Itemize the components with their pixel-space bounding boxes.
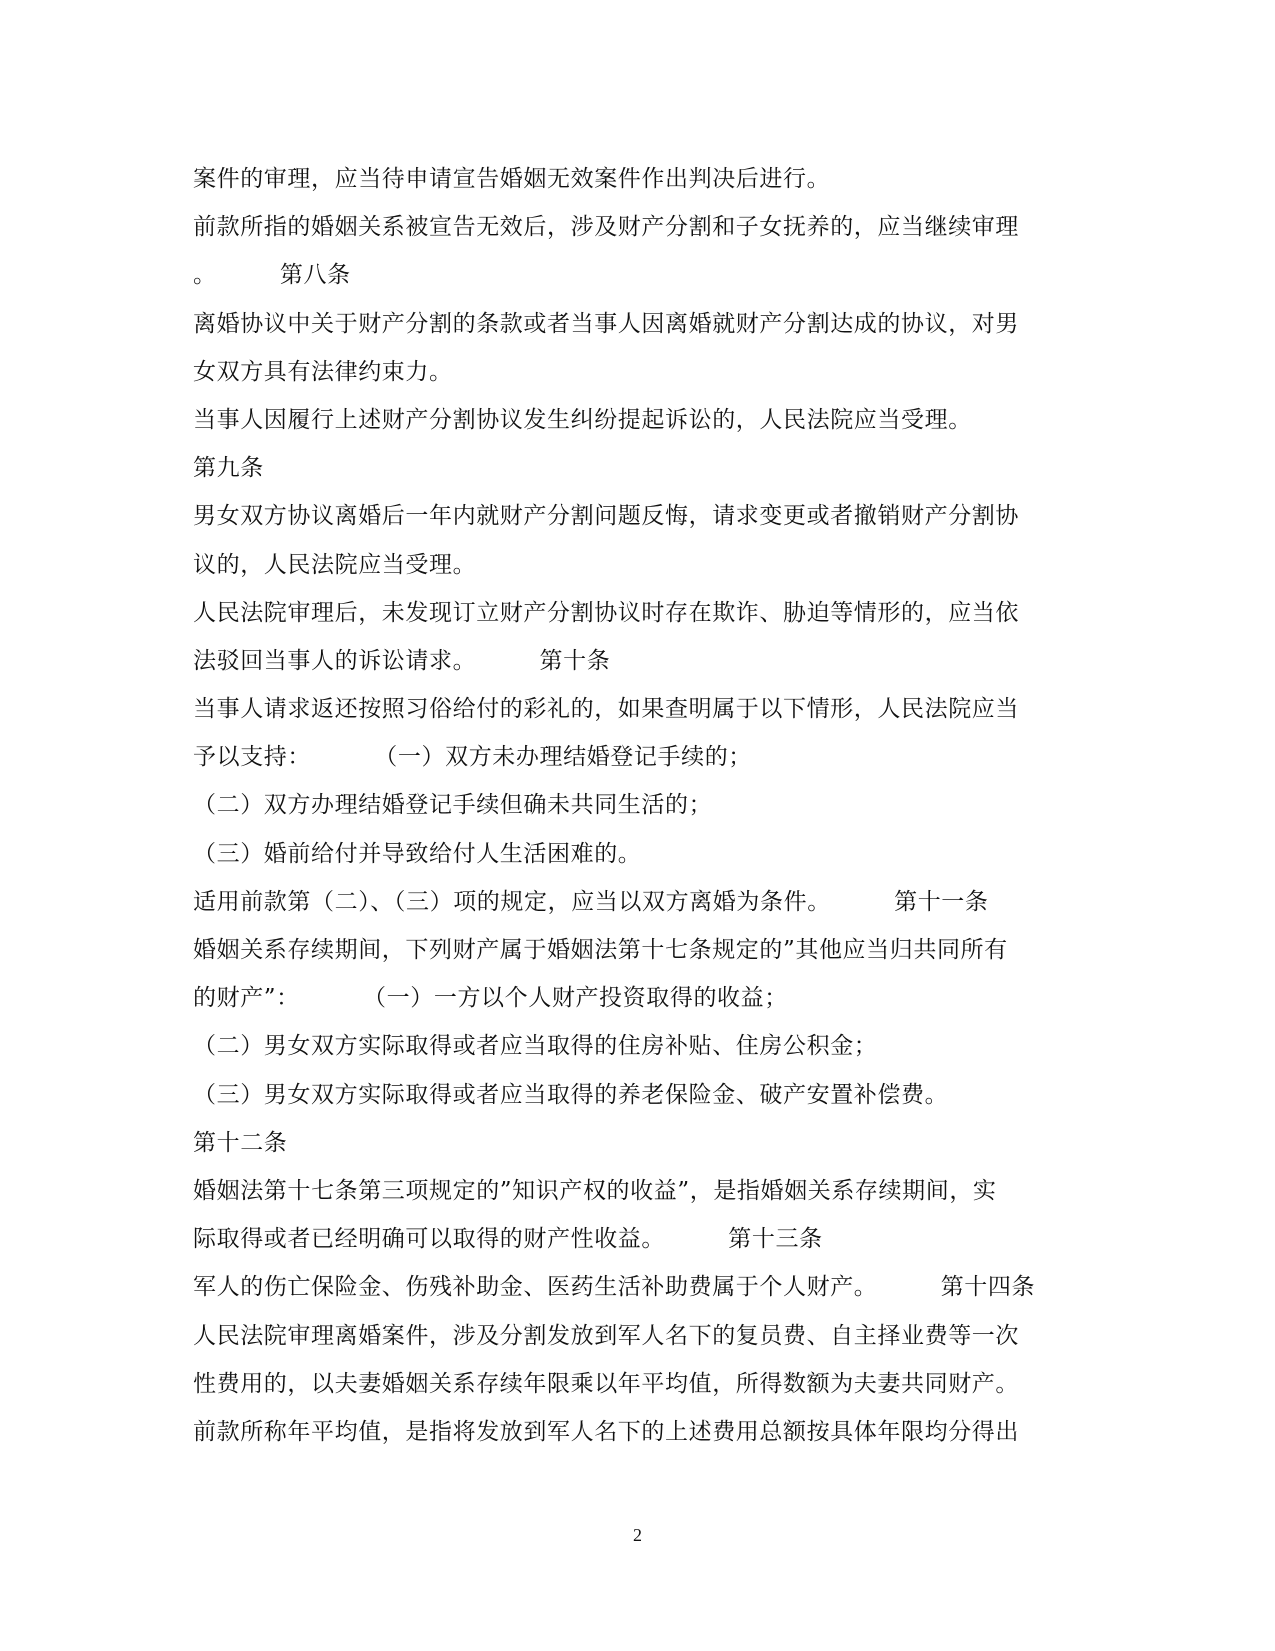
text-line: 性费用的，以夫妻婚姻关系存续年限乘以年平均值，所得数额为夫妻共同财产。 xyxy=(193,1370,1019,1397)
page-number: 2 xyxy=(633,1525,642,1545)
text-line: （三）婚前给付并导致给付人生活困难的。 xyxy=(193,840,642,867)
text-line: 第十二条 xyxy=(193,1129,288,1156)
text-line: 离婚协议中关于财产分割的条款或者当事人因离婚就财产分割达成的协议，对男 xyxy=(193,310,1019,337)
body-text xyxy=(193,155,1083,1456)
text-line: 案件的审理，应当待申请宣告婚姻无效案件作出判决后进行。 xyxy=(193,166,831,192)
text-line: 前款所称年平均值，是指将发放到军人名下的上述费用总额按具体年限均分得出 xyxy=(193,1418,1019,1445)
text-line: 。 第八条 xyxy=(193,262,351,289)
text-line: 当事人因履行上述财产分割协议发生纠纷提起诉讼的，人民法院应当受理。 xyxy=(193,406,972,433)
text-line: 第九条 xyxy=(193,455,264,482)
text-line: 予以支持： （一）双方未办理结婚登记手续的； xyxy=(193,744,752,771)
text-line: 际取得或者已经明确可以取得的财产性收益。 第十三条 xyxy=(193,1226,823,1253)
text-line: 适用前款第（二）、（三）项的规定，应当以双方离婚为条件。 第十一条 xyxy=(193,888,989,915)
text-line: 军人的伤亡保险金、伤残补助金、医药生活补助费属于个人财产。 第十四条 xyxy=(193,1274,1036,1301)
text-line: 婚姻法第十七条第三项规定的”知识产权的收益”，是指婚姻关系存续期间，实 xyxy=(193,1177,997,1204)
text-line: 人民法院审理后，未发现订立财产分割协议时存在欺诈、胁迫等情形的，应当依 xyxy=(193,599,1019,626)
text-line: 当事人请求返还按照习俗给付的彩礼的，如果查明属于以下情形，人民法院应当 xyxy=(193,696,1019,723)
text-line: （三）男女双方实际取得或者应当取得的养老保险金、破产安置补偿费。 xyxy=(193,1081,949,1108)
text-line: 议的，人民法院应当受理。 xyxy=(193,551,477,578)
text-line: （二）男女双方实际取得或者应当取得的住房补贴、住房公积金； xyxy=(193,1033,878,1060)
text-line: 的财产”： （一）一方以个人财产投资取得的收益； xyxy=(193,985,788,1012)
text-line: 人民法院审理离婚案件，涉及分割发放到军人名下的复员费、自主择业费等一次 xyxy=(193,1322,1019,1349)
text-line: 前款所指的婚姻关系被宣告无效后，涉及财产分割和子女抚养的，应当继续审理 xyxy=(193,214,1019,241)
text-line: 婚姻关系存续期间，下列财产属于婚姻法第十七条规定的”其他应当归共同所有 xyxy=(193,937,1008,963)
text-line: （二）双方办理结婚登记手续但确未共同生活的； xyxy=(193,792,713,819)
text-line: 男女双方协议离婚后一年内就财产分割问题反悔，请求变更或者撤销财产分割协 xyxy=(193,503,1019,530)
text-line: 女双方具有法律约束力。 xyxy=(193,358,453,385)
text-line: 法驳回当事人的诉讼请求。 第十条 xyxy=(193,647,611,674)
